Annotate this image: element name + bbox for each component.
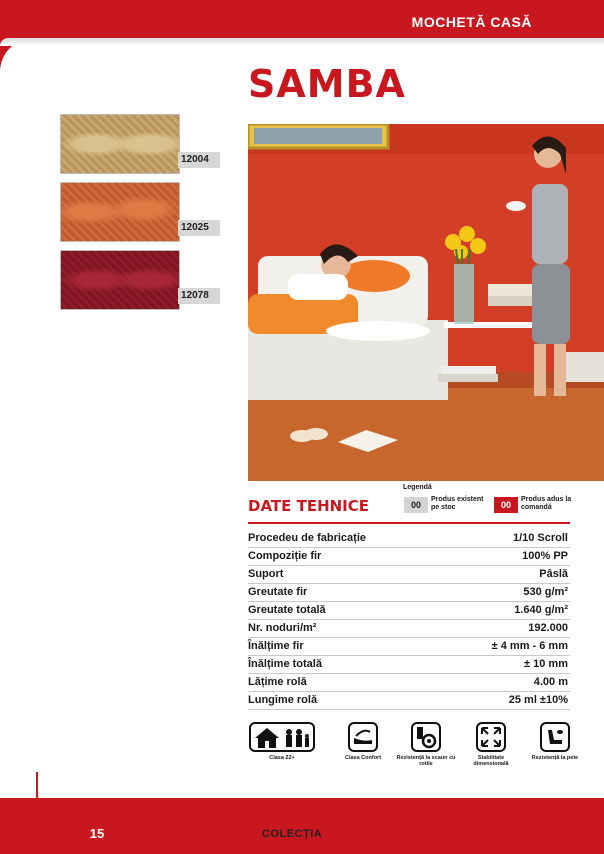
spec-row — [248, 692, 570, 710]
chair-wheel-icon-item — [396, 722, 456, 767]
spec-label: Greutate totală — [248, 604, 326, 616]
spec-label: Nr. noduri/m² — [248, 622, 317, 634]
spec-value: Pâslă — [539, 568, 568, 580]
legend-stock-text: Produs existent pe stoc — [431, 496, 484, 511]
category-label: MOCHETĂ CASĂ — [411, 14, 532, 30]
collection-label — [262, 828, 382, 840]
spec-label: Procedeu de fabricație — [248, 532, 366, 544]
spec-value: ± 4 mm - 6 mm — [491, 640, 568, 652]
collection-years: 2016-2017 — [325, 828, 383, 840]
spec-row — [248, 656, 570, 674]
card-shadow — [0, 38, 604, 46]
swatch-burgundy[interactable] — [60, 250, 180, 310]
collection-word: COLECȚIA — [262, 828, 322, 840]
spec-row — [248, 674, 570, 692]
spec-value: 25 ml ±10% — [508, 694, 568, 706]
spec-label: Greutate fir — [248, 586, 308, 598]
spec-label: Suport — [248, 568, 284, 580]
spec-row — [248, 548, 570, 566]
spec-value: 4.00 m — [533, 676, 568, 688]
legend-order-code: 00 — [494, 497, 518, 513]
room-photo — [248, 124, 604, 481]
spec-value: ± 10 mm — [524, 658, 568, 670]
legend-title: Legendă — [403, 484, 432, 491]
icon-caption: Clasa Confort — [344, 755, 382, 761]
spec-value: 1/10 Scroll — [512, 532, 568, 544]
swatch-code: 12025 — [178, 220, 220, 236]
leg-icon — [540, 722, 570, 752]
spec-table — [248, 530, 570, 710]
comfort-icon — [348, 722, 378, 752]
spec-value: 100% PP — [522, 550, 568, 562]
comfort-icon-item — [338, 722, 388, 761]
tech-title: DATE TEHNICE — [248, 497, 370, 515]
legend-order-text: Produs adus la comandă — [521, 496, 572, 511]
swatch-code: 12078 — [178, 288, 220, 304]
spec-row — [248, 638, 570, 656]
class-icon-item — [246, 722, 318, 761]
spec-value: 192.000 — [528, 622, 568, 634]
house-family-icon — [249, 722, 315, 752]
spec-value: 530 g/m² — [523, 586, 568, 598]
icon-caption: Rezistență la pete — [531, 755, 579, 761]
product-title: SAMBA — [248, 62, 406, 106]
icon-caption: Rezistență la scaun cu rotile — [396, 755, 456, 767]
page-number: 15 — [83, 804, 111, 854]
dimension-icon-item — [462, 722, 520, 767]
spec-label: Înălțime totală — [248, 658, 322, 670]
spec-label: Lățime rolă — [248, 676, 307, 688]
spec-label: Înălțime fir — [248, 640, 304, 652]
spec-row — [248, 620, 570, 638]
divider — [248, 522, 570, 524]
spec-row — [248, 584, 570, 602]
swatch-code: 12004 — [178, 152, 220, 168]
spec-label: Lungime rolă — [248, 694, 318, 706]
feature-icons — [244, 722, 584, 772]
icon-caption: Clasa 22+ — [269, 755, 295, 761]
swatch-beige[interactable] — [60, 114, 180, 174]
spec-row — [248, 530, 570, 548]
spec-row — [248, 566, 570, 584]
stain-icon-item — [530, 722, 580, 761]
swatch-orange[interactable] — [60, 182, 180, 242]
spec-value: 1.640 g/m² — [514, 604, 568, 616]
spec-label: Compoziție fir — [248, 550, 322, 562]
dimension-icon — [476, 722, 506, 752]
legend-stock-code: 00 — [404, 497, 428, 513]
chair-wheel-icon — [411, 722, 441, 752]
icon-caption: Stabilitate dimensională — [473, 755, 509, 767]
spec-row — [248, 602, 570, 620]
